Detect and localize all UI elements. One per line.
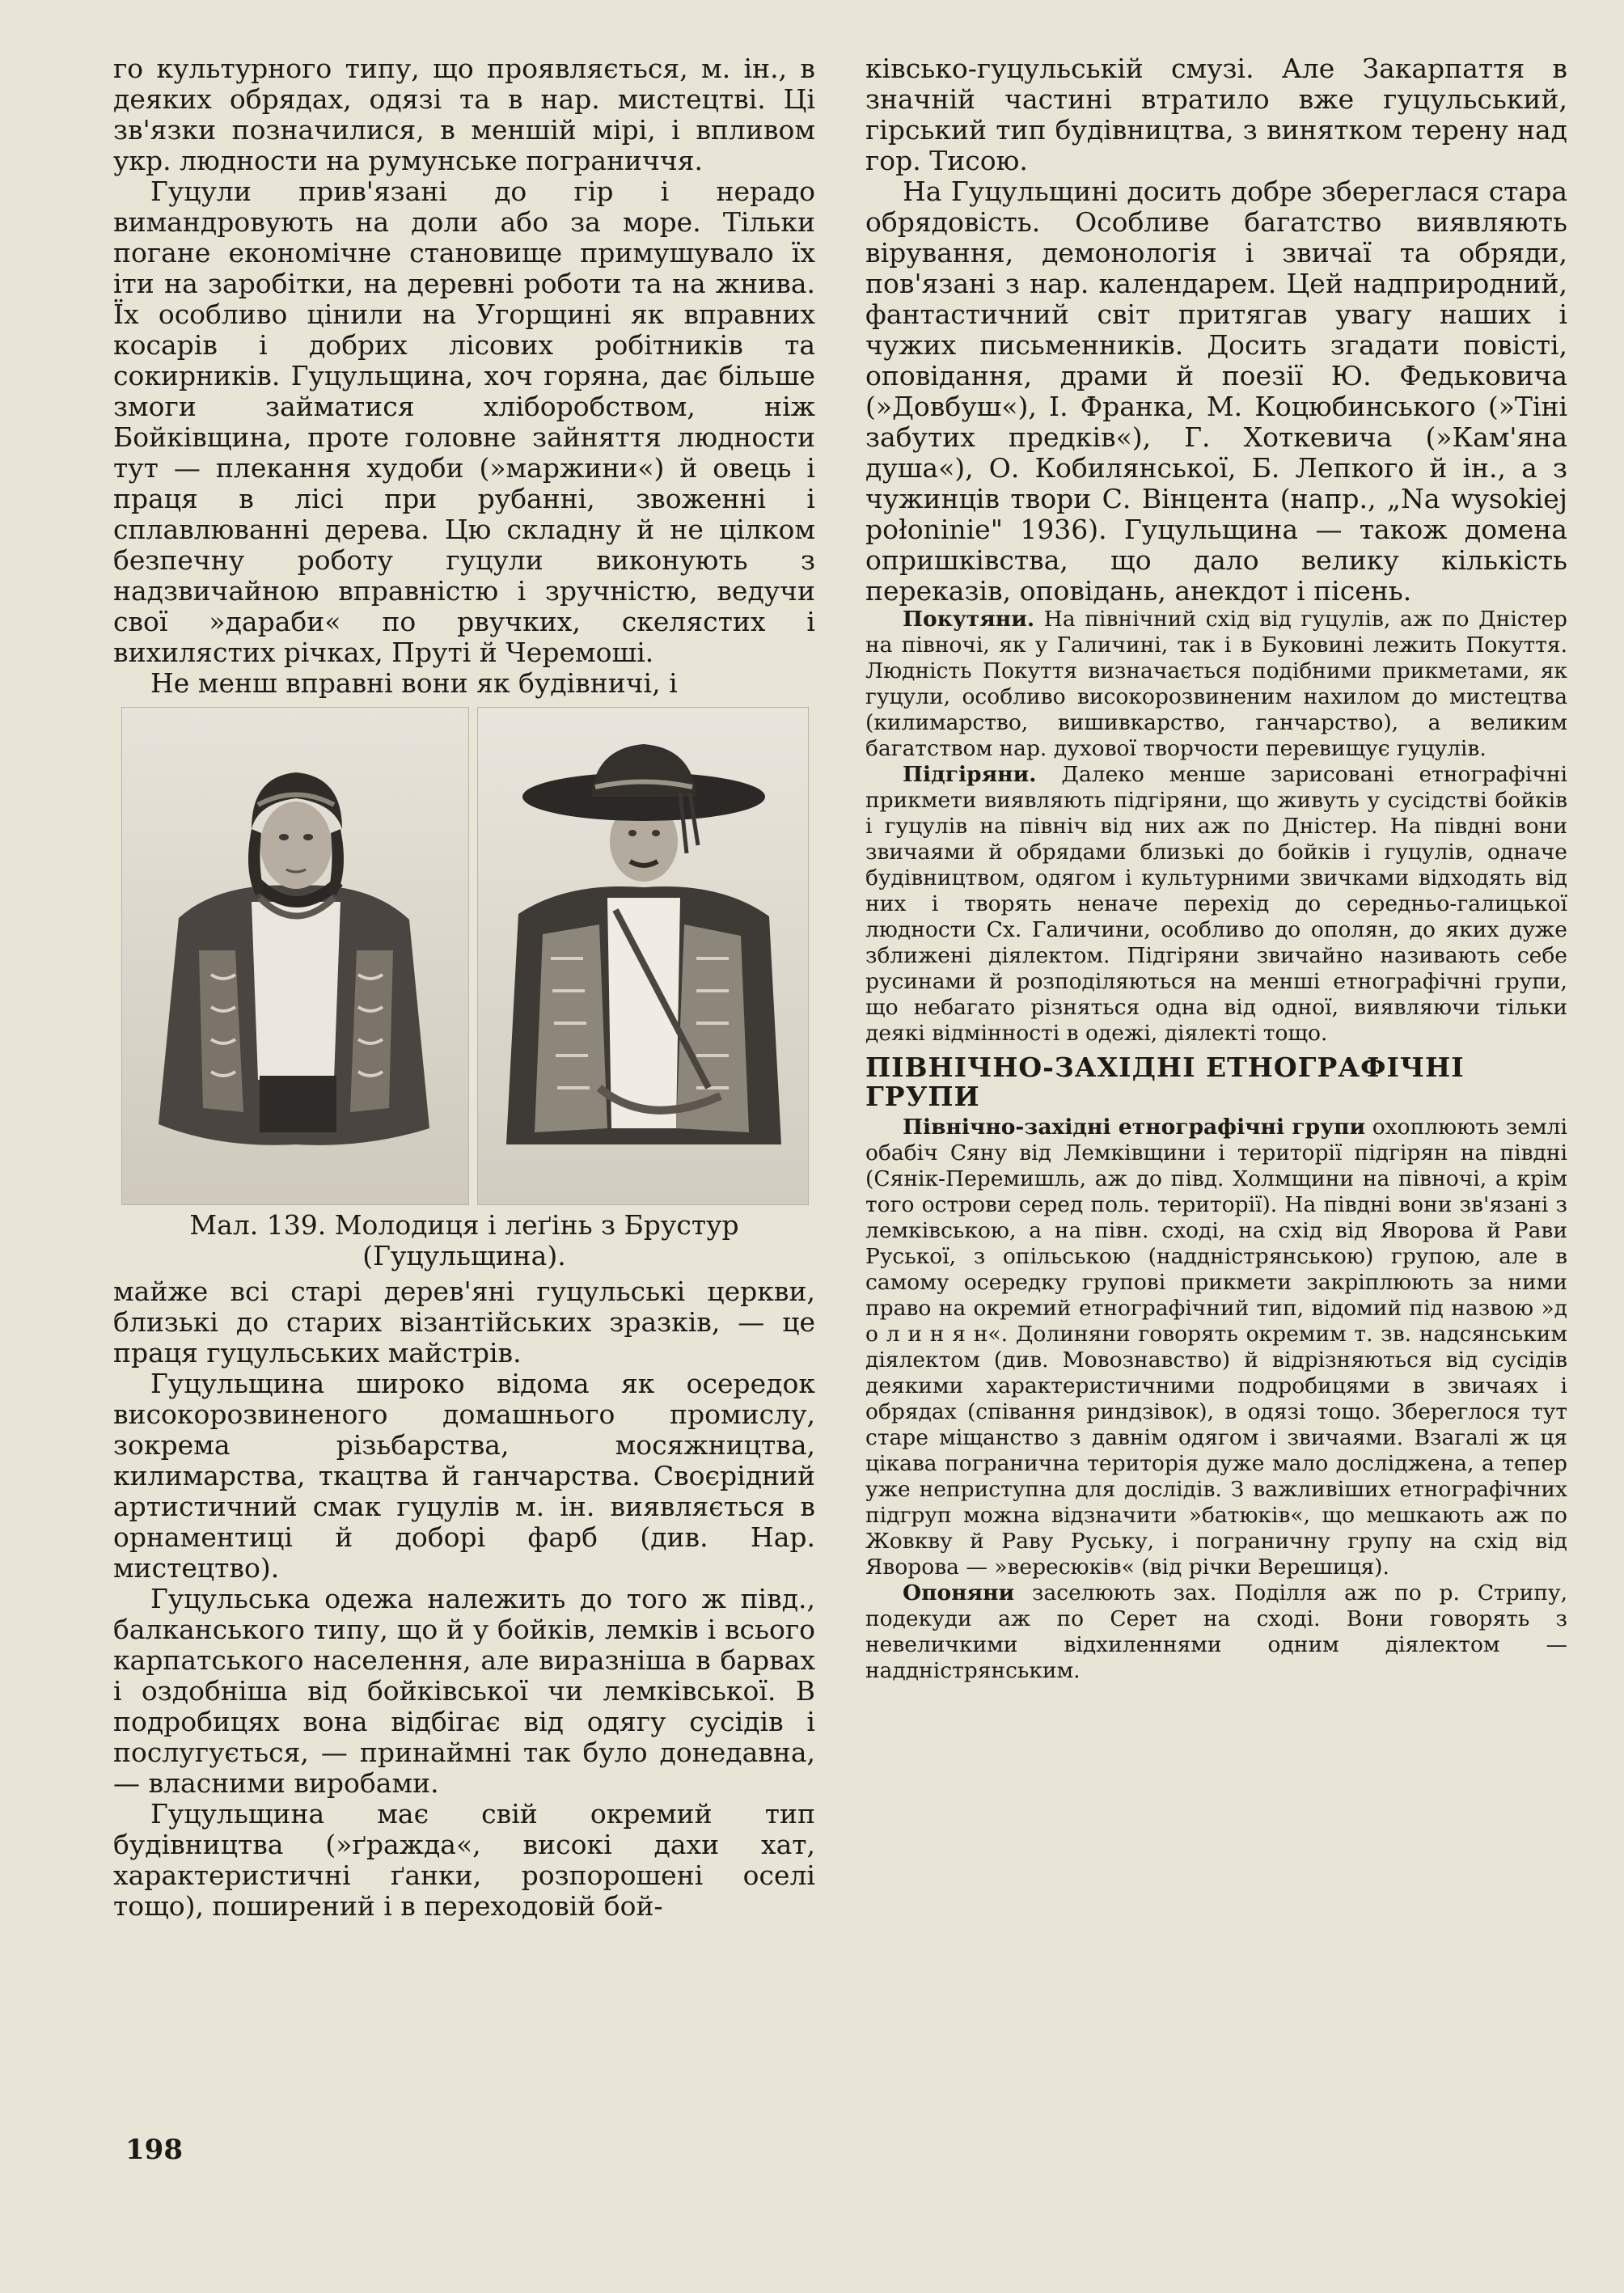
figure-photographs bbox=[121, 707, 807, 1204]
left-column bbox=[113, 53, 815, 1922]
lead-term: Опоняни bbox=[903, 1580, 1015, 1606]
paragraph: Гуцульська одежа належить до того ж півд., балканського типу, що й у бойків, лемків і всього карпатського населення, але виразніша в барвах і оздобніша від бойківської чи лемківської. В подробицях вона відбігає від одягу сусідів і послугується, — принаймні так було донедавна, — власними виробами. bbox=[113, 1583, 815, 1799]
photo-woman bbox=[121, 707, 469, 1205]
paragraph: Не менш вправні вони як будівничі, і bbox=[150, 667, 678, 699]
lead-term: Покутяни. bbox=[903, 607, 1035, 632]
paragraph-text: заселюють зах. Поділля аж по р. Стрипу, подекуди аж по Серет на сході. Вони говорять з невеличкими відхиленнями одним діялектом — наддністрянським. bbox=[865, 1580, 1567, 1683]
small-paragraph bbox=[865, 1580, 1567, 1684]
lead-term: Підгіряни. bbox=[903, 762, 1037, 787]
paragraph-text: На північний схід від гуцулів, аж по Дністер на півночі, як у Галичині, так і в Буковині лежить Покуття. Людність Покуття визначається подібними прикметами, як гуцули, особливо високорозвиненим нахилом до мистецтва (килимарство, вишивкарство, ганчарство), а великим багатством нар. духової творчости перевищує гуцулів. bbox=[865, 607, 1567, 761]
paragraph: го культурного типу, що проявляється, м. ін., в деяких обрядах, одязі та в нар. мистецтві. Ці зв'язки позначилися, в меншій мірі, і впливом укр. людности на румунське пограниччя. bbox=[113, 53, 815, 176]
paragraph: Гуцули прив'язані до гір і нерадо вимандровують на доли або за море. Тільки погане економічне становище примушувало їх іти на заробітки, на деревні роботи та на жнива. Їх особливо цінили на Угорщині як вправних косарів і добрих лісових робітників та сокирників. Гуцульщина, хоч горяна, дає більше змоги займатися хліборобством, ніж Бойківщина, проте головне зайняття людности тут — плекання худоби (»маржини«) й овець і праця в лісі при рубанні, звоженні і сплавлюванні дерева. Цю складну й не цілком безпечну роботу гуцули виконують з надзвичайною вправністю і зручністю, ведучи свої »дараби« по рвучких, скелястих і вихилястих річках, Пруті й Черемоші. bbox=[113, 176, 815, 668]
lead-term: Північно-західні етнографічні групи bbox=[903, 1115, 1366, 1140]
page-number: 198 bbox=[125, 2134, 183, 2166]
paragraph: Гуцульщина має свій окремий тип будівництва (»ґражда«, високі дахи хат, характеристичні ґанки, розпорошені оселі тощо), поширений і в переходовій бой- bbox=[113, 1798, 815, 1922]
paragraph-text: Далеко менше зарисовані етнографічні прикмети виявляють підгіряни, що живуть у сусідстві бойків і гуцулів на північ від них аж по Дністер. На півдні вони звичаями й обрядами близькі до бойків і гуцулів, одначе будівництвом, одягом і культурними звичками відходять від них і творять неначе перехід до середньо-галицької людности Сх. Галичини, особливо до ополян, до яких дуже зближені діялектом. Підгіряни звичайно називають себе русинами й розподіляються на менші етнографічні групи, що небагато різняться одна від одної, виявляючи тільки деякі відмінності в одежі, діялекті тощо. bbox=[865, 762, 1567, 1046]
photo-man bbox=[477, 707, 809, 1205]
section-heading: ПІВНІЧНО-ЗАХІДНІ ЕТНОГРАФІЧНІ ГРУПИ bbox=[865, 1051, 1465, 1112]
right-column bbox=[865, 53, 1567, 1684]
paragraph: майже всі старі дерев'яні гуцульські церкви, близькі до старих візантійських зразків, — це праця гуцульських майстрів. bbox=[113, 1276, 815, 1369]
small-paragraph bbox=[865, 607, 1567, 762]
paragraph: ківсько-гуцульській смузі. Але Закарпаття в значній частині втратило вже гуцульський, гірський тип будівництва, з винятком терену над гор. Тисою. bbox=[865, 53, 1567, 176]
paragraph-text: охоплюють землі обабіч Сяну від Лемківщини і території підгірян на півдні (Сянік-Перемишль, аж до півд. Холмщини на півночі, а крім того острови серед поль. території). На півдні вони зв'язані з лемківською, а на півн. сході, на схід від Яворова й Рави Руської, з опільською (наддністрянською) групою, але в самому осередку групові прикмети закріплюють за ними право на окремий етнографічний тип, відомий під назвою »д о л и н я н«. Долиняни говорять окремим т. зв. надсянським діялектом (див. Мовознавство) й відрізняються від сусідів деякими характеристичними подробицями в звичаях і обрядах (співання риндзівок), в одязі тощо. Збереглося тут старе міщанство з давнім одягом і звичаями. Взагалі ж ця цікава погранична територія дуже мало досліджена, а тепер уже неприступна для дослідів. З важливіших етнографічних підгруп можна відзначити »батюків«, що мешкають аж по Жовкву й Раву Руську, і пограничну групу на схід від Яворова — »вересюків« (від річки Верешиця). bbox=[865, 1115, 1567, 1580]
paragraph: На Гуцульщині досить добре збереглася стара обрядовість. Особливе багатство виявляють вірування, демонологія і звичаї та обряди, пов'язані з нар. календарем. Цей надприродний, фантастичний світ притягав увагу наших і чужих письменників. Досить згадати повісті, оповідання, драми й поезії Ю. Федьковича (»Довбуш«), І. Франка, М. Коцюбинського (»Тіні забутих предків«), Г. Хоткевича (»Кам'яна душа«), О. Кобилянської, Б. Лепкого й ін., а з чужинців твори С. Вінцента (напр., „Na wysokiej połoninie" 1936). Гуцульщина — також домена опришківства, що дало велику кількість переказів, оповідань, анекдот і пісень. bbox=[865, 176, 1567, 607]
figure-caption: Мал. 139. Молодиця і леґінь з Брустур (Гуцульщина). bbox=[189, 1209, 739, 1271]
small-paragraph bbox=[865, 762, 1567, 1047]
small-paragraph bbox=[865, 1115, 1567, 1580]
paragraph: Гуцульщина широко відома як осередок високорозвиненого домашнього промислу, зокрема різьбарства, мосяжництва, килимарства, ткацтва й ганчарства. Своєрідний артистичний смак гуцулів м. ін. виявляється в орнаментиці й доборі фарб (див. Нар. мистецтво). bbox=[113, 1368, 815, 1584]
